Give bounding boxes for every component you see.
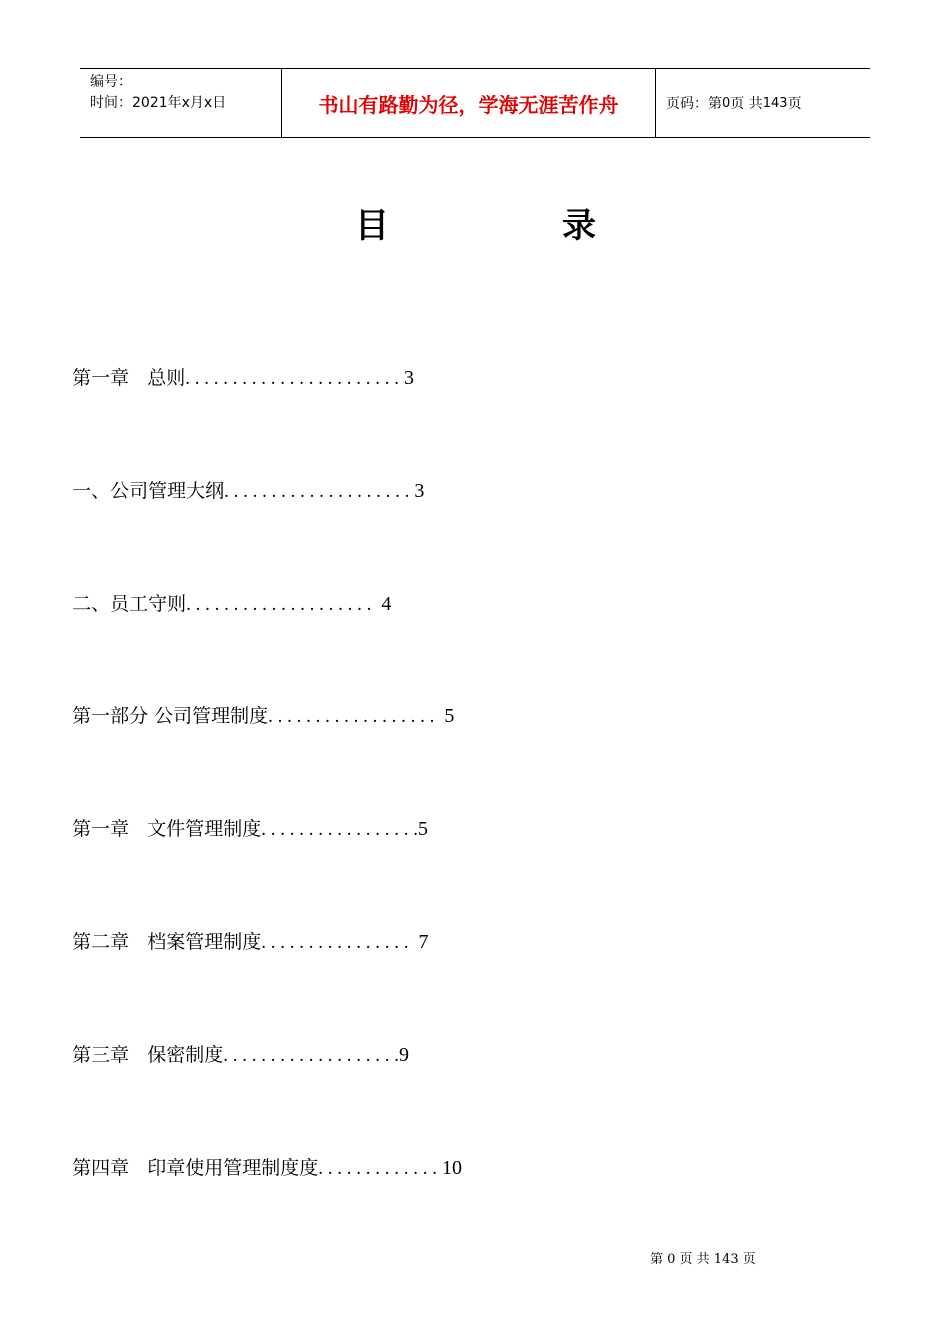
header-time-label: 时间：2021年x月x日 [90, 95, 227, 111]
toc-entry-page: 5 [434, 705, 455, 727]
header-page-current: 0 [722, 95, 731, 111]
header-page-prefix: 页码：第 [666, 96, 722, 112]
toc-entry-label: 第二章 档案管理制度 [72, 931, 262, 953]
header-page-info [656, 69, 870, 137]
page-footer: 第 0 页 共 143 页 [650, 1252, 756, 1267]
toc-entry-page: 9 [398, 1044, 409, 1066]
toc-entry[interactable] [60, 1019, 409, 1068]
toc-title-char-2: 录 [562, 206, 596, 246]
toc-entry-leader: . . . . . . . . . . . . . . . . . [261, 819, 418, 840]
toc-entry-label: 第一章 总则 [72, 367, 186, 389]
toc-entry-label: 第三章 保密制度 [72, 1044, 224, 1066]
toc-entry-page: 7 [408, 931, 429, 953]
toc-entry[interactable] [60, 342, 414, 391]
toc-entry[interactable] [60, 568, 391, 617]
toc-entry-leader: . . . . . . . . . . . . . . . . . . . . [224, 481, 410, 502]
toc-entry-page: 4 [371, 593, 392, 615]
header-page-total: 143 [762, 95, 788, 111]
toc-entry[interactable] [60, 1132, 462, 1181]
toc-entry-label: 二、员工守则 [72, 593, 187, 615]
toc-entry-page: 3 [409, 480, 425, 502]
toc-entry-label: 第四章 印章使用管理制度度 [72, 1157, 319, 1179]
header-motto: 书山有路勤为径，学海无涯苦作舟 [318, 92, 619, 117]
toc-entry[interactable] [60, 793, 428, 842]
toc-entry-leader: . . . . . . . . . . . . . . . . . . . [223, 1045, 399, 1066]
header-meta [80, 69, 282, 137]
toc-entry-page: 10 [436, 1157, 462, 1179]
toc-entry-page: 5 [417, 818, 428, 840]
page-header [80, 68, 870, 138]
toc-entry[interactable] [60, 906, 428, 955]
toc-entry-leader: . . . . . . . . . . . . . . . . [261, 932, 409, 953]
header-motto-cell [282, 69, 656, 137]
toc-entry-page: 3 [398, 367, 414, 389]
toc-entry-leader: . . . . . . . . . . . . . [318, 1158, 437, 1179]
toc-entry-leader: . . . . . . . . . . . . . . . . . . . . [186, 594, 372, 615]
header-number-label: 编号： [90, 74, 132, 90]
toc-entry[interactable] [60, 680, 454, 729]
toc-entry-label: 第一部分 公司管理制度 [72, 705, 269, 727]
toc-entry-label: 一、公司管理大纲 [72, 480, 225, 502]
toc-entry-leader: . . . . . . . . . . . . . . . . . . . . . . . [185, 368, 399, 389]
toc-entry-leader: . . . . . . . . . . . . . . . . . . [268, 706, 435, 727]
toc-entry[interactable] [60, 455, 424, 504]
toc-entry-label: 第一章 文件管理制度 [72, 818, 262, 840]
header-page-suffix: 页 [787, 96, 802, 112]
header-page-mid: 页 共 [730, 96, 763, 112]
toc-title-char-1: 目 [355, 206, 389, 246]
